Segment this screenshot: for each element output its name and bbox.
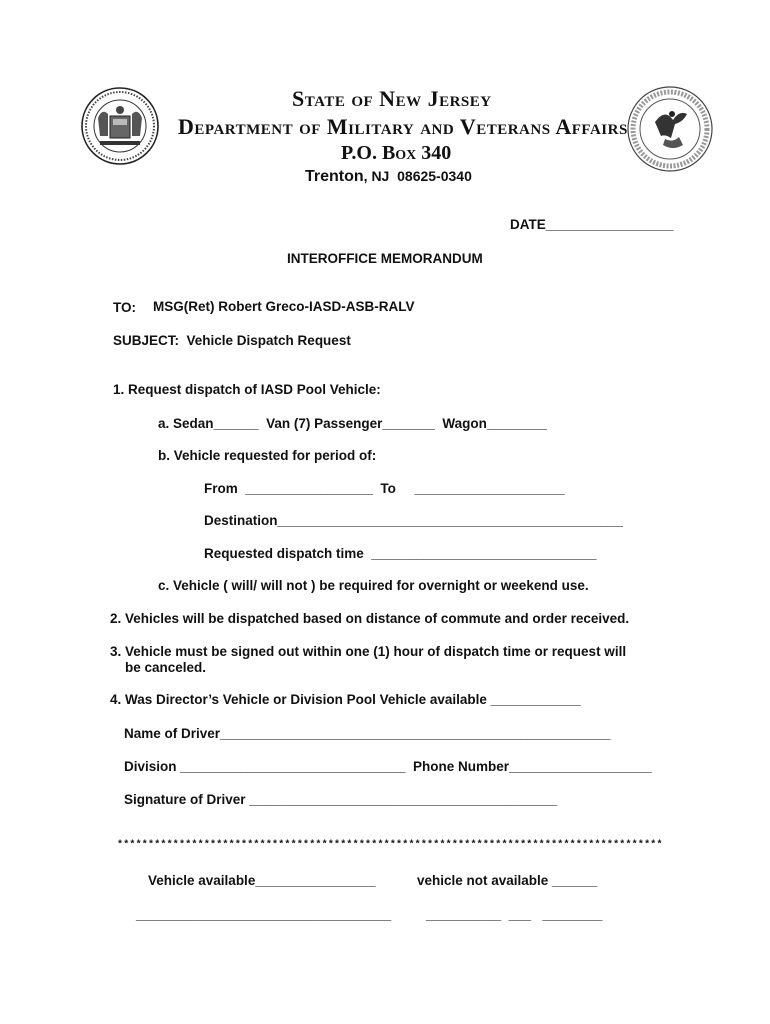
- po-box: P.O. Box 340: [341, 142, 452, 164]
- vehicle-type-options[interactable]: a. Sedan______ Van (7) Passenger_______ Wagon________: [158, 416, 547, 431]
- nj-state-seal: [80, 86, 160, 166]
- driver-name-field[interactable]: Name of Driver____________________________________________________: [124, 726, 611, 741]
- vehicle-available-field[interactable]: Vehicle available________________: [148, 873, 376, 888]
- bottom-signature-line[interactable]: __________________________________: [136, 907, 392, 922]
- driver-signature-field[interactable]: Signature of Driver _________________________________________: [124, 792, 558, 807]
- item-1: 1. Request dispatch of IASD Pool Vehicle:: [113, 382, 381, 397]
- to-label: TO:: [113, 300, 136, 315]
- dispatch-time-field[interactable]: Requested dispatch time ______________________________: [204, 546, 597, 561]
- subject-line: SUBJECT: Vehicle Dispatch Request: [113, 333, 351, 348]
- item-3-line2: be canceled.: [125, 660, 207, 675]
- item-1c: c. Vehicle ( will/ will not ) be required for overnight or weekend use.: [158, 578, 589, 593]
- destination-field[interactable]: Destination______________________________________________: [204, 513, 623, 528]
- division-phone-fields[interactable]: Division ______________________________ Phone Number___________________: [124, 759, 652, 774]
- department-title: Department of Military and Veterans Affairs: [178, 114, 628, 139]
- separator-stars: ****************************************************************************************: [117, 840, 663, 851]
- item-4[interactable]: 4. Was Director’s Vehicle or Division Pool Vehicle available ____________: [110, 692, 581, 707]
- from-to-fields[interactable]: From _________________ To ____________________: [204, 481, 565, 496]
- dmava-seal: [625, 84, 715, 174]
- item-1b: b. Vehicle requested for period of:: [158, 448, 377, 463]
- state-title: State of New Jersey: [292, 86, 492, 111]
- memo-title: INTEROFFICE MEMORANDUM: [287, 251, 483, 266]
- to-recipient: MSG(Ret) Robert Greco-IASD-ASB-RALV: [153, 299, 415, 314]
- city-state-zip: , NJ 08625-0340: [363, 168, 472, 184]
- bottom-short-lines[interactable]: __________ ___ ________: [426, 907, 603, 922]
- city-address: [305, 168, 472, 186]
- item-2: 2. Vehicles will be dispatched based on distance of commute and order received.: [110, 611, 630, 626]
- vehicle-not-available-field[interactable]: vehicle not available ______: [417, 873, 598, 888]
- date-field[interactable]: DATE_________________: [510, 217, 674, 232]
- city-name: Trenton: [305, 168, 364, 185]
- item-3-line1: 3. Vehicle must be signed out within one (1) hour of dispatch time or request will: [110, 644, 627, 659]
